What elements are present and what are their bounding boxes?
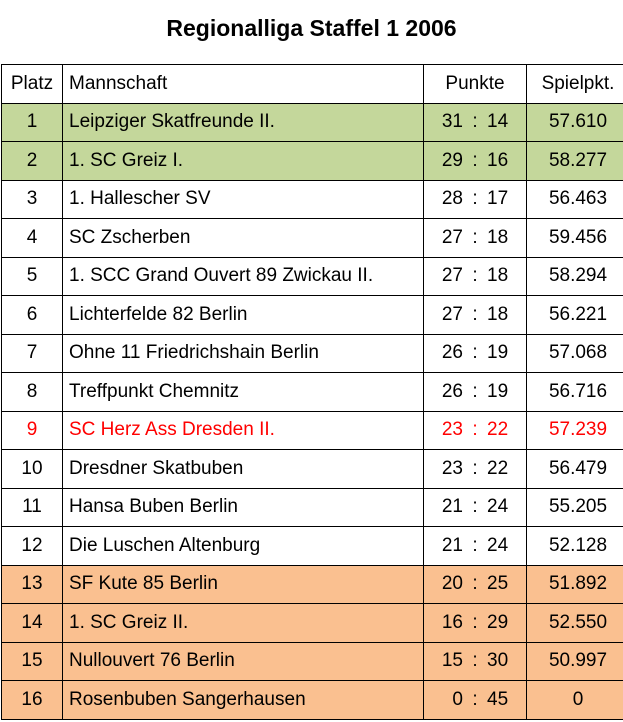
points-separator: : (472, 303, 478, 325)
table-row (2, 604, 623, 643)
points-for: 20 (441, 573, 463, 595)
points-against: 29 (487, 611, 509, 633)
header-row (2, 65, 623, 104)
points-separator: : (472, 573, 478, 595)
rank-cell: 16 (2, 681, 63, 720)
points-for: 27 (441, 265, 463, 287)
team-cell: Hansa Buben Berlin (63, 488, 424, 527)
points-against: 22 (487, 457, 509, 479)
game-points-cell: 56.716 (527, 373, 623, 412)
points-separator: : (472, 265, 478, 287)
table-row (2, 180, 623, 219)
game-points-cell: 58.294 (527, 257, 623, 296)
table-row (2, 681, 623, 720)
rank-cell: 3 (2, 180, 63, 219)
game-points-cell: 50.997 (527, 642, 623, 681)
game-points-cell: 57.068 (527, 334, 623, 373)
points-cell (424, 527, 527, 566)
game-points-cell: 56.479 (527, 450, 623, 489)
game-points-cell: 58.277 (527, 142, 623, 181)
points-cell (424, 219, 527, 258)
points-separator: : (472, 380, 478, 402)
points-cell (424, 681, 527, 720)
table-row (2, 373, 623, 412)
points-against: 17 (487, 188, 509, 210)
points-cell (424, 565, 527, 604)
rank-cell: 8 (2, 373, 63, 412)
rank-cell: 1 (2, 103, 63, 142)
team-cell: 1. SC Greiz I. (63, 142, 424, 181)
points-for: 27 (441, 303, 463, 325)
points-cell (424, 411, 527, 450)
points-separator: : (472, 496, 478, 518)
table-row (2, 565, 623, 604)
points-separator: : (472, 611, 478, 633)
points-for: 23 (441, 457, 463, 479)
team-cell: Die Luschen Altenburg (63, 527, 424, 566)
rank-cell: 15 (2, 642, 63, 681)
points-for: 31 (441, 111, 463, 133)
points-separator: : (472, 534, 478, 556)
game-points-cell: 57.610 (527, 103, 623, 142)
rank-cell: 14 (2, 604, 63, 643)
rank-cell: 2 (2, 142, 63, 181)
points-cell (424, 142, 527, 181)
points-against: 24 (487, 496, 509, 518)
table-row (2, 219, 623, 258)
points-against: 30 (487, 650, 509, 672)
points-against: 18 (487, 226, 509, 248)
table-row (2, 450, 623, 489)
game-points-cell: 56.221 (527, 296, 623, 335)
points-against: 16 (487, 149, 509, 171)
points-separator: : (472, 419, 478, 441)
team-cell: Dresdner Skatbuben (63, 450, 424, 489)
points-separator: : (472, 149, 478, 171)
team-cell: Nullouvert 76 Berlin (63, 642, 424, 681)
game-points-cell: 52.128 (527, 527, 623, 566)
points-separator: : (472, 457, 478, 479)
game-points-cell: 59.456 (527, 219, 623, 258)
points-separator: : (472, 688, 478, 710)
table-row (2, 296, 623, 335)
rank-cell: 9 (2, 411, 63, 450)
points-for: 0 (452, 688, 463, 710)
points-against: 14 (487, 111, 509, 133)
team-cell: Treffpunkt Chemnitz (63, 373, 424, 412)
game-points-cell: 55.205 (527, 488, 623, 527)
team-cell: Lichterfelde 82 Berlin (63, 296, 424, 335)
team-cell: 1. Hallescher SV (63, 180, 424, 219)
game-points-cell: 51.892 (527, 565, 623, 604)
points-cell (424, 488, 527, 527)
rank-cell: 13 (2, 565, 63, 604)
points-for: 21 (441, 534, 463, 556)
table-row (2, 527, 623, 566)
table-row (2, 142, 623, 181)
team-cell: 1. SC Greiz II. (63, 604, 424, 643)
points-separator: : (472, 188, 478, 210)
game-points-cell: 57.239 (527, 411, 623, 450)
points-against: 19 (487, 380, 509, 402)
team-cell: SC Zscherben (63, 219, 424, 258)
team-cell: Ohne 11 Friedrichshain Berlin (63, 334, 424, 373)
table-row (2, 257, 623, 296)
points-cell (424, 257, 527, 296)
header-game-points: Spielpkt. (527, 65, 623, 104)
points-for: 29 (441, 149, 463, 171)
table-body (2, 103, 623, 719)
points-cell (424, 450, 527, 489)
points-cell (424, 180, 527, 219)
points-against: 45 (487, 688, 509, 710)
points-for: 28 (441, 188, 463, 210)
table-row (2, 411, 623, 450)
rank-cell: 5 (2, 257, 63, 296)
points-cell (424, 642, 527, 681)
points-separator: : (472, 650, 478, 672)
standings-table (1, 64, 623, 720)
game-points-cell: 0 (527, 681, 623, 720)
rank-cell: 10 (2, 450, 63, 489)
points-cell (424, 103, 527, 142)
rank-cell: 4 (2, 219, 63, 258)
team-cell: 1. SCC Grand Ouvert 89 Zwickau II. (63, 257, 424, 296)
points-against: 24 (487, 534, 509, 556)
points-against: 25 (487, 573, 509, 595)
team-cell: SC Herz Ass Dresden II. (63, 411, 424, 450)
game-points-cell: 56.463 (527, 180, 623, 219)
team-cell: Leipziger Skatfreunde II. (63, 103, 424, 142)
points-for: 26 (441, 342, 463, 364)
points-against: 22 (487, 419, 509, 441)
table-row (2, 334, 623, 373)
table-row (2, 642, 623, 681)
page-title: Regionalliga Staffel 1 2006 (166, 15, 457, 41)
points-separator: : (472, 342, 478, 364)
points-cell (424, 373, 527, 412)
points-for: 16 (441, 611, 463, 633)
rank-cell: 6 (2, 296, 63, 335)
team-cell: SF Kute 85 Berlin (63, 565, 424, 604)
header-team: Mannschaft (63, 65, 424, 104)
points-cell (424, 334, 527, 373)
points-against: 18 (487, 265, 509, 287)
points-separator: : (472, 111, 478, 133)
points-against: 19 (487, 342, 509, 364)
game-points-cell: 52.550 (527, 604, 623, 643)
table-row (2, 488, 623, 527)
points-cell (424, 604, 527, 643)
rank-cell: 11 (2, 488, 63, 527)
points-for: 23 (441, 419, 463, 441)
rank-cell: 12 (2, 527, 63, 566)
points-for: 21 (441, 496, 463, 518)
points-for: 27 (441, 226, 463, 248)
header-rank: Platz (2, 65, 63, 104)
points-separator: : (472, 226, 478, 248)
points-for: 26 (441, 380, 463, 402)
table-row (2, 103, 623, 142)
points-for: 15 (441, 650, 463, 672)
header-points: Punkte (424, 65, 527, 104)
team-cell: Rosenbuben Sangerhausen (63, 681, 424, 720)
points-against: 18 (487, 303, 509, 325)
rank-cell: 7 (2, 334, 63, 373)
points-cell (424, 296, 527, 335)
